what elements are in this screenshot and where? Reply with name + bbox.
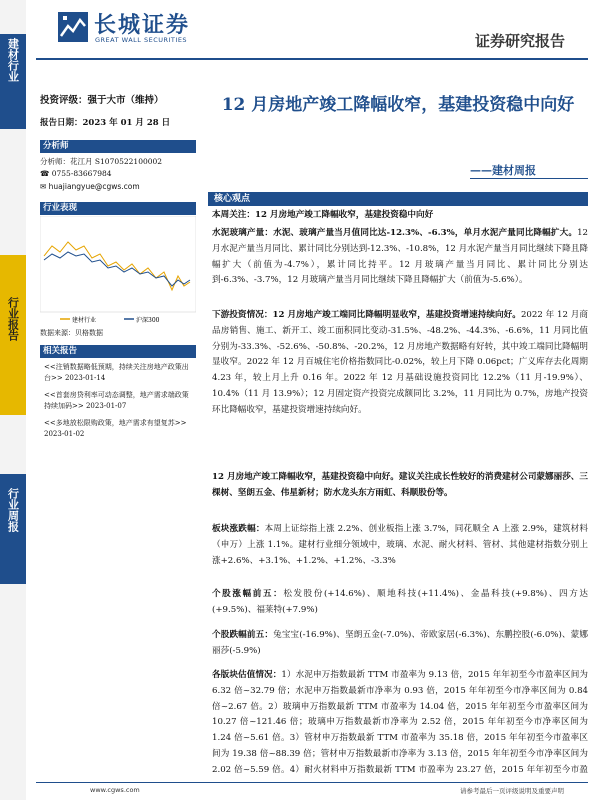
report-date: 报告日期：2023 年 01 月 28 日 bbox=[40, 118, 171, 128]
trend-section-header: 行业表现 bbox=[40, 202, 196, 215]
top-gainers-body: 松发股份(+14.6%)、顺地科技(+11.4%)、金晶科技(+9.8%)、四方达(+9.5%)、福莱特(+7.9%) bbox=[212, 589, 588, 615]
report-subtitle: ——建材周报 bbox=[470, 164, 536, 177]
side-block-weekly bbox=[0, 474, 26, 584]
side-label-industry: 建材行业 bbox=[6, 38, 20, 82]
logo-text-cn: 长城证券 bbox=[94, 12, 191, 38]
focus-paragraph: 本周关注：12 月房地产竣工降幅收窄，基建投资稳中向好 bbox=[212, 210, 434, 220]
downstream-body: 2022 年 12 月商品房销售、施工、新开工、竣工面积同比变动-31.5%、-48.2%、-44.3%、-6.6%，11 月同比值分别为-33.3%、-52.6%、-50.8%、-20.2%，12 月房地产数据略有好转，其中竣工端同比降幅明显收窄。2022 年 12 月百城住宅价格指数同比-0.02%，较上月下降 0.06pct；广义库存去化周期 4.23 年，较上月上升 0.16 年。2022 年 12 月基础设施投资同比 12.2%（11 月-19.9%）、10.4%（11 月 13.9%）；12 月固定资产投资完成额同比 3.2%，11 月同比为 0.7%，房地产投资环比降幅收窄，基建投资增速持续向好。 bbox=[212, 310, 588, 415]
top-gainers-paragraph bbox=[212, 587, 588, 619]
side-label-weekly: 行业周报 bbox=[6, 488, 20, 532]
recommendation-paragraph: 12 月房地产竣工降幅收窄，基建投资稳中向好。建议关注成长性较好的消费建材公司蒙娜丽莎、三棵树、坚朗五金、伟星新材；防水龙头东方雨虹、科顺股份等。 bbox=[212, 472, 588, 498]
analyst-section-header: 分析师 bbox=[40, 140, 196, 153]
side-block-industry bbox=[0, 34, 26, 129]
cement-glass-paragraph bbox=[212, 226, 588, 289]
valuation-paragraph bbox=[212, 668, 588, 780]
logo-icon bbox=[58, 12, 88, 42]
sector-change-heading: 板块涨跌幅： bbox=[212, 524, 265, 534]
phone-icon: ☎ bbox=[40, 169, 52, 178]
chart-source-note: 数据来源：贝格数据 bbox=[40, 329, 103, 337]
side-label-report: 行业报告 bbox=[6, 297, 20, 341]
downstream-paragraph bbox=[212, 308, 588, 419]
downstream-heading: 下游投资情况：12 月房地产竣工端同比降幅明显收窄，基建投资增速持续向好。 bbox=[212, 310, 521, 320]
valuation-body: 1）水泥申万指数最新 TTM 市盈率为 9.13 倍，2015 年年初至今市盈率区间为 6.32 倍~32.79 倍；水泥申万指数最新市净率为 0.93 倍，2015 年年初至今市净率区间为 0.84 倍~2.67 倍。2）玻璃申万指数最新 TTM 市盈率为 14.04 倍，2015 年年初至今市盈率区间为 10.27 倍~121.46 倍；玻璃申万指数最新市净率为 2.52 倍，2015 年年初至今市净率区间为 1.24 倍~5.61 倍。3）管材申万指数最新 TTM 市盈率为 35.18 倍，2015 年年初至今市盈率区间为 19.38 倍~88.39 倍；管材申万指数最新市净率为 3.13 倍，2015 年年初至今市净率区间为 2.02 倍~5.59 倍。4）耐火材料申万指数最新 TTM 市盈率为 23.27 倍，2015 年年初至今市盈 bbox=[212, 670, 588, 775]
core-view-header: 核心观点 bbox=[208, 192, 588, 206]
logo-text-en: GREAT WALL SECURITIES bbox=[95, 36, 188, 44]
sector-change-paragraph bbox=[212, 522, 588, 569]
top-losers-heading: 个股跌幅前五： bbox=[212, 630, 274, 640]
related-section-header: 相关报告 bbox=[40, 345, 196, 358]
related-report-item[interactable]: <<多地放松限购政策，地产需求有望复苏>> 2023-01-02 bbox=[44, 419, 187, 438]
sector-change-body: 本周上证综指上涨 2.2%、创业板指上涨 3.7%，同花顺全 A 上涨 2.9%，建筑材料（申万）上涨 1.1%。建材行业细分领域中，玻璃、水泥、耐火材料、管材、其他建材指数分别上涨+2.6%、+3.1%、+1.2%、+1.2%、-3.3% bbox=[212, 524, 588, 566]
side-stripe bbox=[0, 0, 26, 800]
top-losers-body: 兔宝宝(-16.9%)、坚朗五金(-7.0%)、帝欧家居(-6.3%)、东鹏控股(-6.0%)、蒙娜丽莎(-5.9%) bbox=[212, 630, 588, 656]
top-losers-paragraph bbox=[212, 628, 588, 660]
related-report-item[interactable]: <<注销数据略低预期，持续关注房地产政策出台>> 2023-01-14 bbox=[44, 363, 189, 382]
related-report-item[interactable]: <<首套房贷利率可动态调整，地产需求端政策持续加码>> 2023-01-07 bbox=[44, 391, 189, 410]
top-gainers-heading: 个股涨幅前五： bbox=[212, 589, 284, 599]
report-type: 证券研究报告 bbox=[475, 32, 566, 50]
industry-performance-chart bbox=[40, 216, 196, 326]
footer-url[interactable]: www.cgws.com bbox=[90, 786, 140, 794]
subtitle-underline bbox=[470, 178, 588, 179]
footer-divider bbox=[36, 782, 588, 783]
email-address[interactable]: huajiangyue@cgws.com bbox=[48, 182, 140, 191]
analyst-name: 分析师：花江月 S1070522100002 bbox=[40, 157, 163, 166]
cement-glass-body: 12 月水泥产量当月同比、累计同比分别达到-12.3%、-10.8%，12 月水泥产量当月同比继续下降且降幅扩大（前值为-4.7%），累计同比持平。12 月玻璃产量当月同比、累计同比分别达到-6.3%、-3.7%，12 月玻璃产量当月同比继续下降且降幅扩大（前值为-5.6%）。 bbox=[212, 228, 588, 286]
legend-label-industry: 建材行业 bbox=[72, 317, 97, 324]
legend-label-index: 沪深300 bbox=[136, 317, 160, 324]
phone-number: 0755-83667984 bbox=[51, 169, 112, 178]
analyst-phone bbox=[40, 169, 196, 178]
investment-rating: 投资评级：强于大市（维持） bbox=[40, 95, 164, 106]
valuation-heading: 各版块估值情况： bbox=[212, 670, 282, 680]
analyst-email[interactable] bbox=[40, 182, 196, 191]
page-title: 12 月房地产竣工降幅收窄，基建投资稳中向好 bbox=[221, 95, 575, 115]
side-block-report bbox=[0, 255, 26, 415]
email-icon: ✉ bbox=[40, 182, 49, 191]
cement-glass-heading: 水泥玻璃产量：水泥、玻璃产量当月值同比达-12.3%、-6.3%，单月水泥产量同比降幅扩大。 bbox=[212, 228, 578, 238]
header-divider bbox=[36, 58, 588, 60]
footer-disclaimer: 请参考最后一页评级说明及重要声明 bbox=[460, 787, 564, 795]
